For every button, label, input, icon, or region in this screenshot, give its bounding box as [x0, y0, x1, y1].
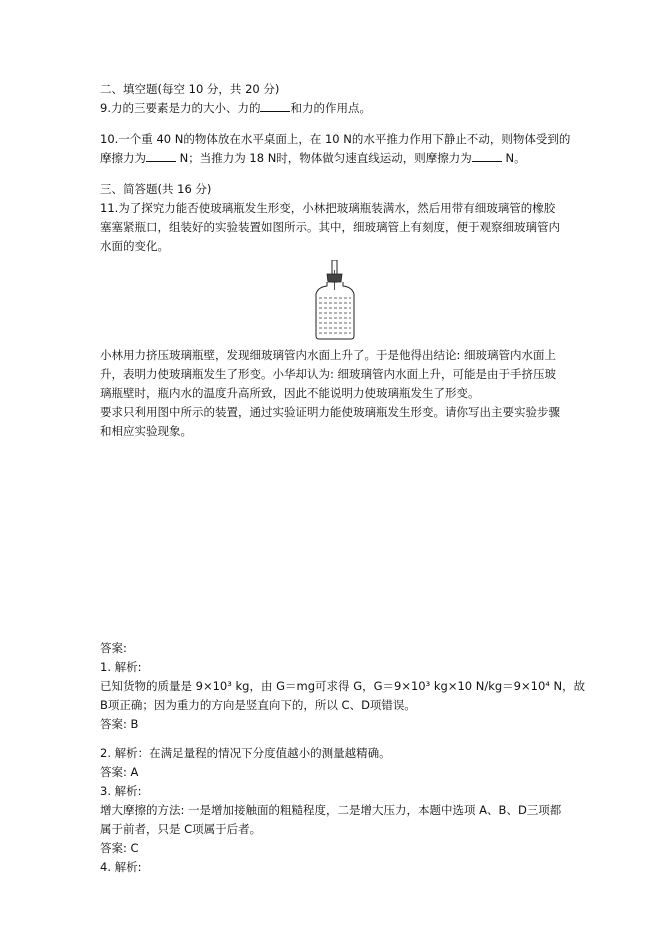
- answer-3-label: 3. 解析:: [100, 784, 142, 798]
- question-10-line1: 10.一个重 40 N的物体放在水平桌面上，在 10 N的水平推力作用下静止不动，则物体受到的: [100, 132, 571, 146]
- answer-2-result: 答案: A: [100, 765, 139, 779]
- q11-body-line: 璃瓶壁时，瓶内水的温度升高所致，因此不能说明力使玻璃瓶发生了形变。: [100, 386, 480, 400]
- answer-3-line: 属于前者，只是 C项属于后者。: [100, 822, 262, 836]
- q9-text-after: 和力的作用点。: [290, 101, 371, 115]
- experiment-figure: [100, 260, 570, 340]
- q11-body-line: 和相应实验现象。: [100, 424, 192, 438]
- answer-writing-space: [100, 441, 570, 639]
- q10-answer-blank-1: [146, 150, 176, 162]
- bottle-with-tube-diagram: [310, 260, 360, 340]
- answer-1-label: 1. 解析:: [100, 660, 142, 674]
- answer-1-line: 已知货物的质量是 9×10³ kg，由 G＝mg可求得 G，G＝9×10³ kg×10 N/kg＝9×10⁴ N，故: [100, 679, 586, 693]
- q10-text-a: 摩擦力为: [100, 151, 146, 165]
- answer-1-result: 答案: B: [100, 717, 139, 731]
- question-9: [100, 99, 570, 118]
- section3-heading: 三、简答题(共 16 分): [100, 182, 212, 196]
- answers-heading: 答案:: [100, 641, 127, 655]
- q10-answer-blank-2: [472, 150, 502, 162]
- q9-answer-blank: [260, 100, 290, 112]
- q11-body-line: 升，表明力使玻璃瓶发生了形变。小华却认为: 细玻璃管内水面上升，可能是由于手挤压玻: [100, 367, 557, 381]
- q11-intro-line: 塞塞紧瓶口，组装好的实验装置如图所示。其中，细玻璃管上有刻度，便于观察细玻璃管内: [100, 220, 560, 234]
- q11-body-line: 小林用力挤压玻璃瓶壁，发现细玻璃管内水面上升了。于是他得出结论: 细玻璃管内水面上: [100, 348, 557, 362]
- section2-heading: 二、填空题(每空 10 分，共 20 分): [100, 82, 280, 96]
- answer-3-line: 增大摩擦的方法: 一是增加接触面的粗糙程度，二是增大压力，本题中选项 A、B、D三项都: [100, 803, 562, 817]
- q11-body-line: 要求只利用图中所示的装置，通过实验证明力能使玻璃瓶发生形变。请你写出主要实验步骤: [100, 405, 560, 419]
- answer-3-result: 答案: C: [100, 841, 139, 855]
- answer-2-line: 2. 解析：在满足量程的情况下分度值越小的测量越精确。: [100, 746, 391, 760]
- q10-text-c: N。: [501, 151, 526, 165]
- q10-text-b: N；当推力为 18 N时，物体做匀速直线运动，则摩擦力为: [176, 151, 472, 165]
- document-page: [100, 80, 586, 877]
- question-10-line2: [100, 149, 570, 168]
- q11-intro-line: 11.为了探究力能否使玻璃瓶发生形变，小林把玻璃瓶装满水，然后用带有细玻璃管的橡胶: [100, 201, 556, 215]
- answer-4-label: 4. 解析:: [100, 860, 142, 874]
- q11-intro-line: 水面的变化。: [100, 239, 169, 253]
- q9-text-before: 9.力的三要素是力的大小、力的: [100, 101, 261, 115]
- answer-1-line: B项正确；因为重力的方向是竖直向下的，所以 C、D项错误。: [100, 698, 416, 712]
